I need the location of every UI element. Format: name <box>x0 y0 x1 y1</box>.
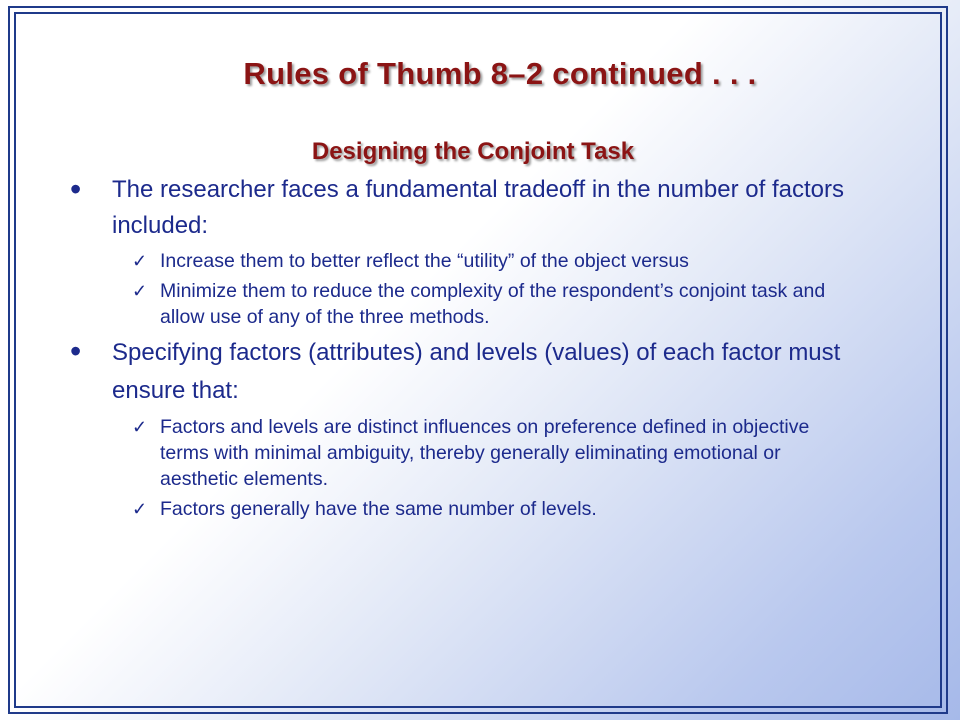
sub-item <box>70 248 860 274</box>
bullet-item <box>70 334 860 410</box>
bullet-text: The researcher faces a fundamental tradeoff in the number of factors included: <box>112 176 844 239</box>
sub-item-text: Minimize them to reduce the complexity of the respondent’s conjoint task and allow use of any of the three methods. <box>160 280 826 328</box>
sub-item-text: Factors generally have the same number of levels. <box>160 498 597 520</box>
slide-subtitle: Designing the Conjoint Task <box>311 138 635 165</box>
sub-item <box>70 496 860 522</box>
sub-item-text: Increase them to better reflect the “utility” of the object versus <box>160 250 689 272</box>
checkmark-icon: ✓ <box>132 251 148 271</box>
bullet-dot-icon: • <box>70 333 82 369</box>
bullet-item <box>70 172 860 244</box>
bullet-text: Specifying factors (attributes) and levels (values) of each factor must ensure that: <box>112 339 841 404</box>
sub-item <box>70 278 860 330</box>
sub-item-text: Factors and levels are distinct influences on preference defined in objective terms with minimal ambiguity, thereby generally eliminating emotional or aesthetic elements. <box>160 416 810 490</box>
slide-title: Rules of Thumb 8–2 continued . . . <box>243 56 757 91</box>
checkmark-icon: ✓ <box>132 281 148 301</box>
sub-item <box>70 414 860 492</box>
checkmark-icon: ✓ <box>132 499 148 519</box>
bullet-dot-icon: • <box>70 171 82 207</box>
slide-content <box>70 172 860 522</box>
checkmark-icon: ✓ <box>132 417 148 437</box>
